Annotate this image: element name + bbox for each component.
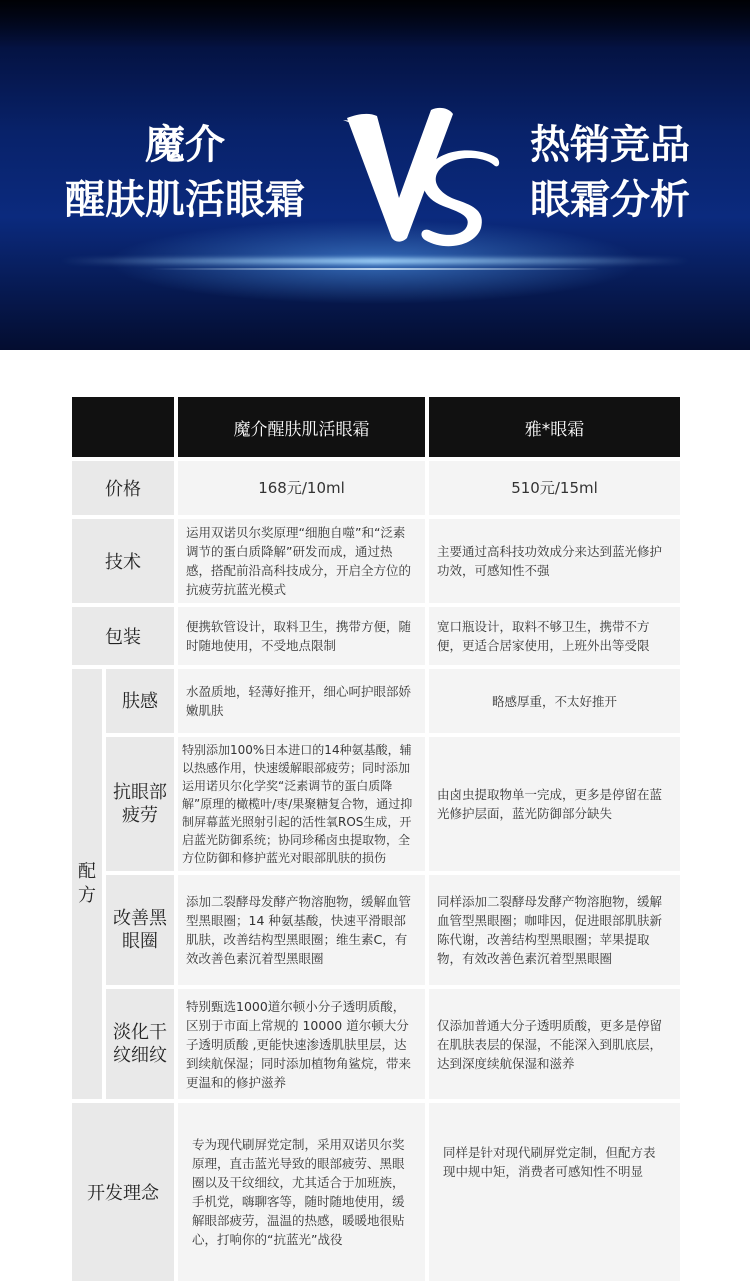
row-label-fine-lines: 淡化干纹细纹 [106,989,174,1099]
table-row [72,989,680,1099]
product-title-line2: 醒肤肌活眼霜 [65,177,305,223]
competitor-title-line1: 热销竞品 [530,122,690,168]
table-row [72,519,680,603]
row-label-concept: 开发理念 [72,1103,174,1281]
row-label-anti-fatigue: 抗眼部疲劳 [106,737,174,871]
texture-competitor: 略感厚重，不太好推开 [429,669,680,733]
packaging-product: 便携软管设计，取料卫生，携带方便，随时随地使用，不受地点限制 [178,607,425,665]
table-row [72,607,680,665]
price-product: 168元/10ml [178,461,425,515]
table-row [72,737,680,871]
row-label-tech: 技术 [72,519,174,603]
comparison-table [68,393,684,1285]
banner-top-shade [0,0,750,48]
concept-product: 专为现代刷屏党定制，采用双诺贝尔奖原理，直击蓝光导致的眼部疲劳、黑眼圈以及干纹细纹，尤其适合于加班族，手机党，嗨聊客等，随时随地使用，缓解眼部疲劳，温温的热感，暖暖地很贴心，打响你的“抗蓝光”战役 [178,1103,425,1281]
anti-fatigue-product: 特别添加100%日本进口的14种氨基酸，辅以热感作用，快速缓解眼部疲劳；同时添加运用诺贝尔化学奖“泛素调节的蛋白质降解”原理的橄榄叶/枣/果聚糖复合物，通过抑制屏幕蓝光照射引起的活性氧ROS生成，开启蓝光防御系统；协同珍稀卤虫提取物，全方位防御和修护蓝光对眼部肌肤的损伤 [178,737,425,871]
table-row [72,461,680,515]
row-label-dark-circles: 改善黑眼圈 [106,875,174,985]
texture-product: 水盈质地，轻薄好推开，细心呵护眼部娇嫩肌肤 [178,669,425,733]
vs-logo [335,100,505,270]
col-header-competitor: 雅*眼霜 [429,397,680,457]
header-banner [0,0,750,350]
table-row [72,1103,680,1281]
row-label-texture: 肤感 [106,669,174,733]
dark-circles-competitor: 同样添加二裂酵母发酵产物溶胞物，缓解血管型黑眼圈；咖啡因，促进眼部肌肤新陈代谢，改善结构型黑眼圈；苹果提取物，有效改善色素沉着型黑眼圈 [429,875,680,985]
row-label-packaging: 包装 [72,607,174,665]
row-label-price: 价格 [72,461,174,515]
anti-fatigue-competitor: 由卤虫提取物单一完成，更多是停留在蓝光修护层面，蓝光防御部分缺失 [429,737,680,871]
group-label-formula: 配方 [72,669,102,1099]
competitor-title [500,118,720,228]
competitor-title-line2: 眼霜分析 [530,177,690,223]
tech-competitor: 主要通过高科技功效成分来达到蓝光修护功效，可感知性不强 [429,519,680,603]
packaging-competitor: 宽口瓶设计，取料不够卫生，携带不方便，更适合居家使用，上班外出等受限 [429,607,680,665]
concept-competitor: 同样是针对现代刷屏党定制，但配方表现中规中矩，消费者可感知性不明显 [429,1103,680,1281]
price-competitor: 510元/15ml [429,461,680,515]
product-title-line1: 魔介 [145,122,225,168]
table-row [72,875,680,985]
fine-lines-competitor: 仅添加普通大分子透明质酸，更多是停留在肌肤表层的保湿，不能深入到肌底层，达到深度续航保湿和滋养 [429,989,680,1099]
col-header-product: 魔介醒肤肌活眼霜 [178,397,425,457]
tech-product: 运用双诺贝尔奖原理“细胞自噬”和“泛素调节的蛋白质降解”研发而成，通过热感，搭配前沿高科技成分，开启全方位的抗疲劳抗蓝光模式 [178,519,425,603]
fine-lines-product: 特别甄选1000道尔顿小分子透明质酸，区别于市面上常规的 10000 道尔顿大分子透明质酸 ,更能快速渗透肌肤里层，达到续航保湿；同时添加植物角鲨烷，带来更温和的修护滋养 [178,989,425,1099]
product-title [30,118,340,228]
table-header-row [72,397,680,457]
header-corner [72,397,174,457]
dark-circles-product: 添加二裂酵母发酵产物溶胞物，缓解血管型黑眼圈；14 种氨基酸，快速平滑眼部肌肤，改善结构型黑眼圈；维生素C，有效改善色素沉着型黑眼圈 [178,875,425,985]
table-row [72,669,680,733]
